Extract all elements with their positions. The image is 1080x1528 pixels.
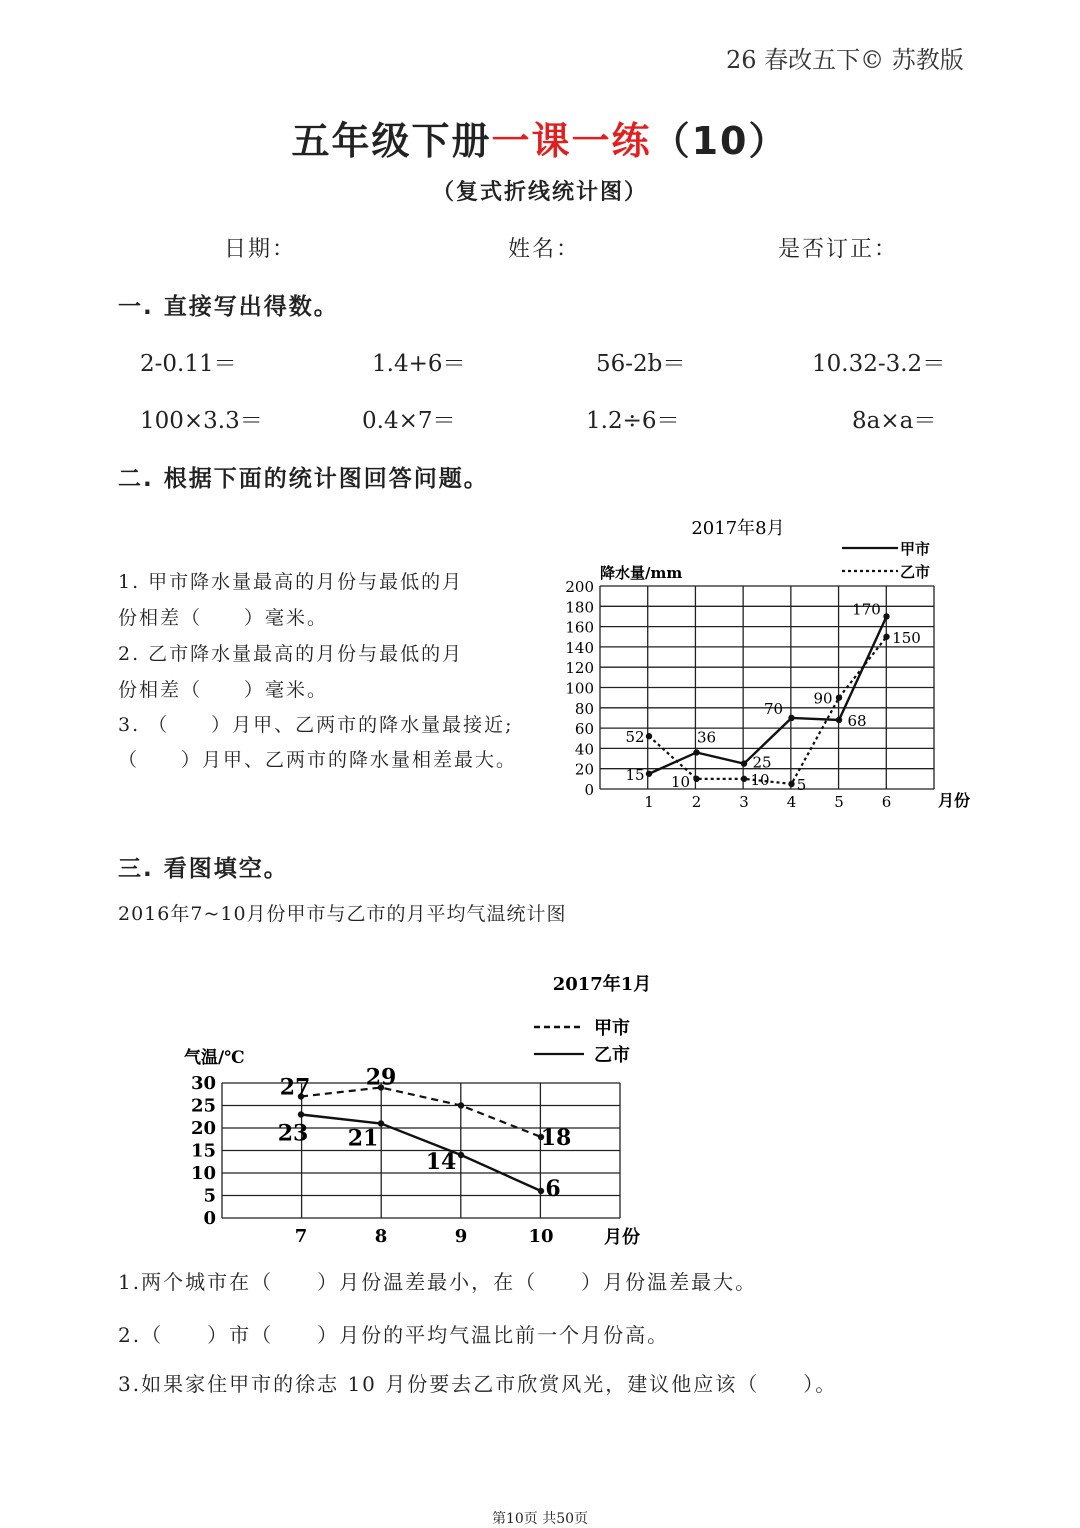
chart2-legend bbox=[534, 1017, 630, 1066]
x-tick-label: 1 bbox=[644, 793, 654, 811]
chart2-title: 2017年1月 bbox=[552, 974, 652, 995]
x-tick-label: 7 bbox=[294, 1226, 308, 1247]
temperature-chart bbox=[180, 965, 660, 1255]
section3-question-line: 1.两个城市在（ ）月份温差最小，在（ ）月份温差最大。 bbox=[118, 1270, 758, 1294]
data-label: 90 bbox=[813, 689, 833, 708]
data-point bbox=[646, 733, 652, 739]
legend-label-jia: 甲市 bbox=[900, 540, 931, 558]
data-point bbox=[741, 776, 747, 782]
chart2-series bbox=[278, 1065, 572, 1203]
data-point bbox=[646, 771, 652, 777]
chart2-ylabel: 气温/℃ bbox=[184, 1048, 245, 1068]
y-tick-label: 10 bbox=[190, 1163, 216, 1184]
calc-item: 1.2÷6＝ bbox=[586, 408, 680, 434]
data-point bbox=[693, 776, 699, 782]
data-label: 68 bbox=[847, 711, 867, 730]
calc-item: 56-2b＝ bbox=[596, 351, 686, 377]
y-tick-label: 0 bbox=[203, 1208, 216, 1229]
data-point bbox=[836, 694, 842, 700]
data-label: 27 bbox=[279, 1074, 311, 1101]
data-point bbox=[693, 749, 699, 755]
title-prefix: 五年级下册 bbox=[291, 119, 492, 163]
calc-item: 1.4+6＝ bbox=[372, 351, 466, 377]
y-tick-label: 20 bbox=[190, 1118, 216, 1139]
chart1-ylabel: 降水量/mm bbox=[600, 564, 683, 582]
data-point bbox=[298, 1111, 304, 1117]
y-tick-label: 40 bbox=[574, 740, 594, 759]
data-point bbox=[741, 760, 747, 766]
legend-label-yi: 乙市 bbox=[900, 563, 931, 581]
section3-heading: 三. 看图填空。 bbox=[118, 856, 289, 882]
x-tick-label: 10 bbox=[528, 1226, 554, 1247]
calc-item: 8a×a＝ bbox=[852, 408, 937, 434]
data-label: 150 bbox=[892, 628, 921, 647]
y-tick-label: 80 bbox=[574, 699, 594, 718]
name-field-label: 姓名： bbox=[508, 237, 581, 262]
page-footer: 第10页 共50页 bbox=[491, 1511, 589, 1527]
data-point bbox=[788, 781, 794, 787]
legend-label-jia: 甲市 bbox=[594, 1018, 630, 1039]
y-tick-label: 20 bbox=[574, 760, 594, 779]
series-line-0 bbox=[301, 1088, 541, 1138]
y-tick-label: 120 bbox=[565, 659, 594, 678]
calc-item: 100×3.3＝ bbox=[140, 408, 263, 434]
section1-heading: 一. 直接写出得数。 bbox=[118, 294, 339, 320]
data-point bbox=[883, 634, 889, 640]
title-suffix: （10） bbox=[651, 119, 789, 163]
data-label: 70 bbox=[763, 699, 784, 718]
y-tick-label: 15 bbox=[190, 1140, 216, 1162]
title-highlight: 一课一练 bbox=[491, 119, 652, 163]
data-point bbox=[378, 1120, 384, 1126]
date-field-label: 日期： bbox=[224, 237, 297, 262]
data-point bbox=[836, 717, 842, 723]
calc-item: 2-0.11＝ bbox=[140, 351, 237, 377]
x-tick-label: 2 bbox=[691, 793, 702, 811]
data-point bbox=[458, 1102, 464, 1108]
precipitation-chart bbox=[560, 510, 980, 820]
data-point bbox=[883, 613, 889, 619]
chart2-ticks bbox=[191, 1073, 554, 1247]
section2-question-line: 份相差（ ）毫米。 bbox=[118, 607, 329, 629]
legend-label-yi: 乙市 bbox=[594, 1045, 630, 1066]
section2-question-line: 1. 甲市降水量最高的月份与最低的月 bbox=[118, 571, 464, 593]
y-tick-label: 30 bbox=[190, 1073, 216, 1094]
data-label: 36 bbox=[696, 728, 717, 747]
corrected-field-label: 是否订正： bbox=[778, 237, 899, 262]
y-tick-label: 60 bbox=[574, 720, 594, 739]
x-tick-label: 6 bbox=[881, 793, 892, 811]
x-tick-label: 5 bbox=[834, 793, 844, 811]
section3-caption: 2016年7~10月份甲市与乙市的月平均气温统计图 bbox=[118, 903, 567, 925]
calc-item: 0.4×7＝ bbox=[362, 408, 456, 434]
y-tick-label: 200 bbox=[565, 578, 594, 596]
section2-question-line: （ ）月甲、乙两市的降水量相差最大。 bbox=[118, 749, 518, 771]
x-tick-label: 4 bbox=[786, 793, 797, 811]
data-point bbox=[538, 1188, 544, 1194]
section2-question-line: 3. （ ）月甲、乙两市的降水量最接近; bbox=[118, 714, 514, 736]
y-tick-label: 25 bbox=[190, 1095, 216, 1117]
data-label: 18 bbox=[540, 1125, 572, 1151]
data-label: 23 bbox=[277, 1120, 309, 1147]
data-label: 170 bbox=[852, 600, 881, 619]
calc-item: 10.32-3.2＝ bbox=[812, 351, 946, 377]
y-tick-label: 5 bbox=[203, 1185, 216, 1207]
data-label: 21 bbox=[347, 1125, 379, 1152]
section3-question-line: 2.（ ）市（ ）月份的平均气温比前一个月份高。 bbox=[118, 1323, 670, 1347]
data-label: 15 bbox=[625, 765, 645, 784]
data-label: 29 bbox=[365, 1064, 397, 1091]
data-label: 10 bbox=[670, 772, 691, 791]
data-label: 52 bbox=[625, 728, 645, 747]
x-tick-label: 3 bbox=[739, 793, 749, 811]
section2-question-line: 份相差（ ）毫米。 bbox=[118, 679, 329, 701]
y-tick-label: 140 bbox=[565, 638, 594, 657]
y-tick-label: 160 bbox=[565, 618, 594, 637]
x-tick-label: 9 bbox=[454, 1226, 468, 1247]
y-tick-label: 180 bbox=[565, 598, 594, 617]
y-tick-label: 0 bbox=[584, 781, 594, 799]
data-label: 5 bbox=[796, 775, 807, 794]
chart1-ticks bbox=[565, 578, 891, 811]
chart2-xlabel: 月份 bbox=[604, 1227, 640, 1248]
section2-heading: 二. 根据下面的统计图回答问题。 bbox=[118, 466, 489, 492]
data-label: 25 bbox=[752, 753, 772, 772]
y-tick-label: 100 bbox=[565, 679, 594, 698]
page-title bbox=[0, 110, 1080, 165]
chart1-series bbox=[625, 600, 920, 793]
data-point bbox=[458, 1152, 464, 1158]
data-label: 6 bbox=[545, 1176, 561, 1202]
data-label: 14 bbox=[425, 1149, 457, 1175]
data-point bbox=[788, 715, 794, 721]
x-tick-label: 8 bbox=[374, 1226, 388, 1247]
page-subtitle: （复式折线统计图） bbox=[431, 180, 648, 205]
section3-question-line: 3.如果家住甲市的徐志 10 月份要去乙市欣赏风光，建议他应该（ ）。 bbox=[118, 1372, 838, 1396]
section2-question-line: 2. 乙市降水量最高的月份与最低的月 bbox=[118, 643, 464, 665]
chart1-legend bbox=[842, 540, 930, 581]
series-line-0 bbox=[649, 616, 887, 773]
edition-label: 26 春改五下© 苏教版 bbox=[726, 46, 964, 74]
series-line-1 bbox=[301, 1115, 541, 1192]
chart1-title: 2017年8月 bbox=[691, 518, 785, 539]
data-label: 10 bbox=[750, 770, 770, 789]
chart1-xlabel: 月份 bbox=[938, 791, 971, 810]
